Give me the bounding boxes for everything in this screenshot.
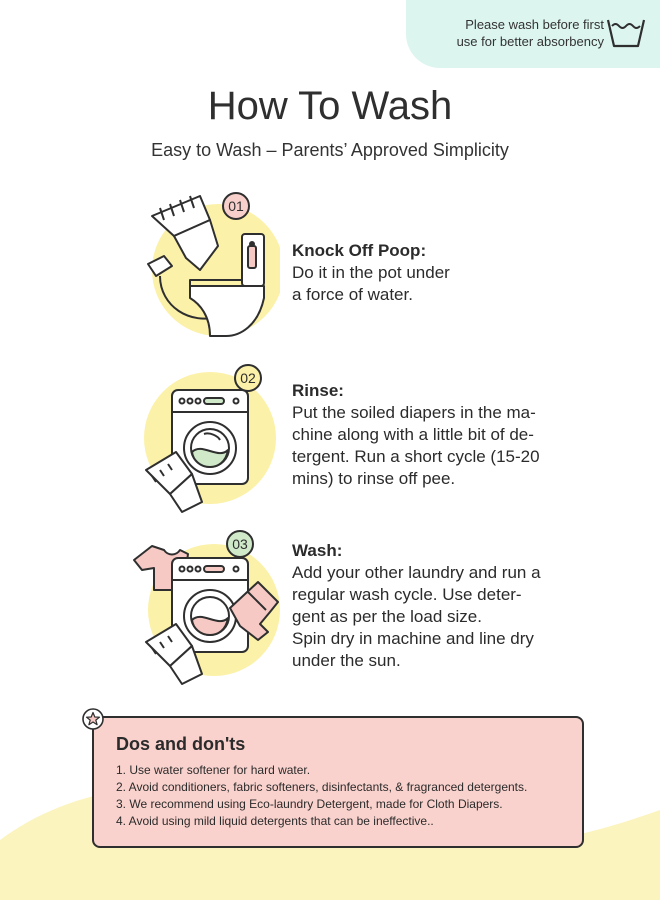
step-1-illustration [130, 186, 280, 346]
step-2-line-4: mins) to rinse off pee. [292, 469, 456, 488]
step-2-line-2: chine along with a little bit of de- [292, 425, 534, 444]
dos-and-donts-title: Dos and don'ts [116, 734, 246, 754]
dos-item: 3. We recommend using Eco-laundry Detergent, made for Cloth Diapers. [116, 797, 503, 811]
step-3-number: 03 [232, 536, 248, 552]
dos-and-donts-list [116, 762, 527, 830]
step-2 [292, 380, 582, 490]
step-2-line-1: Put the soiled diapers in the ma- [292, 403, 536, 422]
page-title: How To Wash [207, 84, 453, 128]
step-3-line-4: Spin dry in machine and line dry [292, 629, 534, 648]
dos-item: 4. Avoid using mild liquid detergents that can be ineffective.. [116, 814, 434, 828]
step-3-illustration [130, 528, 280, 688]
prewash-note-line-2: use for better absorbency [456, 34, 604, 49]
prewash-note [406, 0, 660, 68]
star-icon [82, 708, 104, 730]
dos-item: 2. Avoid conditioners, fabric softeners, disinfectants, & fragranced detergents. [116, 780, 528, 794]
step-2-title: Rinse: [292, 381, 344, 400]
step-1 [292, 240, 582, 306]
step-3-line-5: under the sun. [292, 651, 401, 670]
prewash-note-text [426, 16, 604, 50]
step-1-line-2: a force of water. [292, 285, 413, 304]
step-3-line-2: regular wash cycle. Use deter- [292, 585, 522, 604]
step-3-line-1: Add your other laundry and run a [292, 563, 541, 582]
washing-tub-icon [606, 16, 646, 50]
step-2-line-3: tergent. Run a short cycle (15-20 [292, 447, 540, 466]
dos-and-donts-box [92, 716, 584, 848]
step-2-illustration [130, 362, 280, 518]
page-subtitle: Easy to Wash – Parents’ Approved Simplicity [151, 140, 509, 160]
step-1-number: 01 [228, 198, 244, 214]
prewash-note-line-1: Please wash before first [465, 17, 604, 32]
dos-item: 1. Use water softener for hard water. [116, 763, 311, 777]
step-3-title: Wash: [292, 541, 343, 560]
step-3 [292, 540, 582, 672]
step-1-line-1: Do it in the pot under [292, 263, 450, 282]
step-2-number: 02 [240, 370, 256, 386]
step-1-title: Knock Off Poop: [292, 241, 427, 260]
step-3-line-3: gent as per the load size. [292, 607, 482, 626]
